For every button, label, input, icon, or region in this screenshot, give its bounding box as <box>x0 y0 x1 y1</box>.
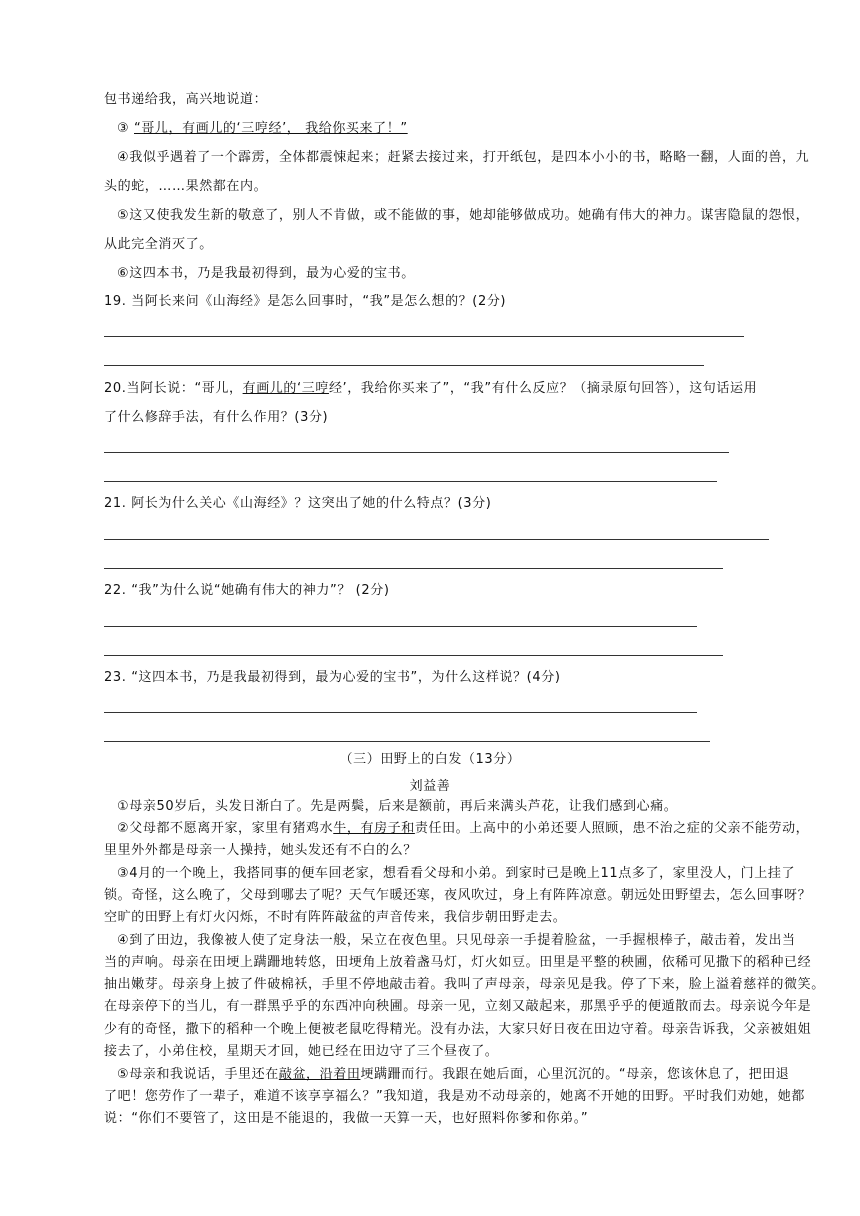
article-line: 抽出嫩芽。母亲身上披了件破棉袄，手里不停地敲击着。我叫了声母亲，母亲见是我。停了下来，脸上溢着慈祥的微笑。 <box>104 977 825 992</box>
answer-line[interactable] <box>104 568 723 569</box>
underlined-text: 牛，有房子和 <box>333 821 415 836</box>
passage-line: ④我似乎遇着了一个霹雳，全体都震悚起来；赶紧去接过来，打开纸包，是四本小小的书，略略一翻，人面的兽，九 <box>117 150 810 165</box>
article-line: 当的声响。母亲在田埂上蹒跚地转悠，田埂角上放着盏马灯，灯火如豆。田里是平整的秧圃，依稀可见撒下的稻种已经 <box>104 955 812 970</box>
question-22: 22. “我”为什么说“她确有伟大的神力”？ (2分) <box>104 583 390 598</box>
answer-line[interactable] <box>104 481 717 482</box>
question-20-text: 20.当阿长说：“哥儿， <box>104 381 243 396</box>
article-line: ①母亲50岁后，头发日渐白了。先是两鬓，后来是额前，再后来满头芦花，让我们感到心痛。 <box>117 799 678 814</box>
answer-line[interactable] <box>104 539 769 540</box>
passage-line: 头的蛇，……果然都在内。 <box>104 179 268 194</box>
article-line: 接去了，小弟住校，星期天才回，她已经在田边守了三个昼夜了。 <box>104 1044 499 1059</box>
article-line: ④到了田边，我像被人使了定身法一般，呆立在夜色里。只见母亲一手提着脸盆，一手握根棒子，敲击着，发出当 <box>117 933 796 948</box>
article-line: ③4月的一个晚上，我搭同事的便车回老家，想看看父母和小弟。到家时已是晚上11点多了，家里没人，门上挂了 <box>117 866 796 881</box>
article-line: 了吧！您劳作了一辈子，难道不该享享福么？”我知道，我是劝不动母亲的，她离不开她的田野。平时我们劝她，她都 <box>104 1089 805 1104</box>
passage-line: 从此完全消灭了。 <box>104 237 213 252</box>
passage-line: ⑤这又使我发生新的敬意了，别人不肯做，或不能做的事，她却能够做成功。她确有伟大的神力。谋害隐鼠的怨恨， <box>117 208 810 223</box>
author: 刘益善 <box>409 779 451 794</box>
answer-line[interactable] <box>104 741 710 742</box>
para-number: ③ <box>117 121 130 136</box>
article-text: 埂蹒跚而行。我跟在她后面，心里沉沉的。“母亲，您该休息了，把田退 <box>360 1067 790 1082</box>
article-line: 空旷的田野上有灯火闪烁，不时有阵阵敲盆的声音传来，我信步朝田野走去。 <box>104 910 567 925</box>
question-20 <box>104 381 757 397</box>
article-line: 少有的奇怪，撒下的稻种一个晚上便被老鼠吃得精光。没有办法，大家只好日夜在田边守着。母亲告诉我，父亲被姐姐 <box>104 1022 812 1037</box>
article-line: 里里外外都是母亲一人操持，她头发还有不白的么？ <box>104 843 417 858</box>
passage-line <box>117 121 408 137</box>
article-line: 说：“你们不要管了，这田是不能退的，我做一天算一天，也好照料你爹和你弟。” <box>104 1111 589 1126</box>
article-text: 责任田。上高中的小弟还要人照顾，患不治之症的父亲不能劳动， <box>414 821 810 836</box>
answer-line[interactable] <box>104 336 744 337</box>
question-20-text: 经’，我给你买来了”，“我”有什么反应？（摘录原句回答），这句话运用 <box>328 381 758 396</box>
question-20-line2: 了什么修辞手法，有什么作用？(3分) <box>104 410 329 425</box>
answer-line[interactable] <box>104 626 697 627</box>
article-text: ⑤母亲和我说话，手里还在 <box>117 1067 279 1082</box>
article-text: ②父母都不愿离开家，家里有猪鸡水 <box>117 821 334 836</box>
question-19: 19. 当阿长来问《山海经》是怎么回事时，“我”是怎么想的？(2分) <box>104 294 507 309</box>
article-line: 在母亲停下的当儿，有一群黑乎乎的东西冲向秧圃。母亲一见，立刻又敲起来，那黑乎乎的便遁散而去。母亲说今年是 <box>104 999 812 1014</box>
question-21: 21. 阿长为什么关心《山海经》？这突出了她的什么特点？(3分) <box>104 496 492 511</box>
answer-line[interactable] <box>104 655 723 656</box>
passage-line: ⑥这四本书，乃是我最初得到，最为心爱的宝书。 <box>117 266 415 281</box>
passage-line: 包书递给我，高兴地说道： <box>104 92 268 107</box>
question-23: 23. “这四本书，乃是我最初得到，最为心爱的宝书”，为什么这样说？(4分) <box>104 670 561 685</box>
answer-line[interactable] <box>104 365 704 366</box>
underlined-quote: “哥儿，有画儿的‘三哼经’， 我给你买来了！” <box>134 121 408 136</box>
answer-line[interactable] <box>104 712 697 713</box>
article-line <box>117 821 809 837</box>
answer-line[interactable] <box>104 452 729 453</box>
article-line <box>117 1067 789 1083</box>
underlined-text: 有画儿的‘三哼 <box>242 381 329 396</box>
article-line: 锁。奇怪，这么晚了，父母到哪去了呢？天气乍暖还寒，夜风吹过，身上有阵阵凉意。朝远处田野望去，怎么回事呀？ <box>104 888 812 903</box>
underlined-text: 敲盆，沿着田 <box>278 1067 361 1082</box>
section-title: （三）田野上的白发（13分） <box>339 752 521 767</box>
